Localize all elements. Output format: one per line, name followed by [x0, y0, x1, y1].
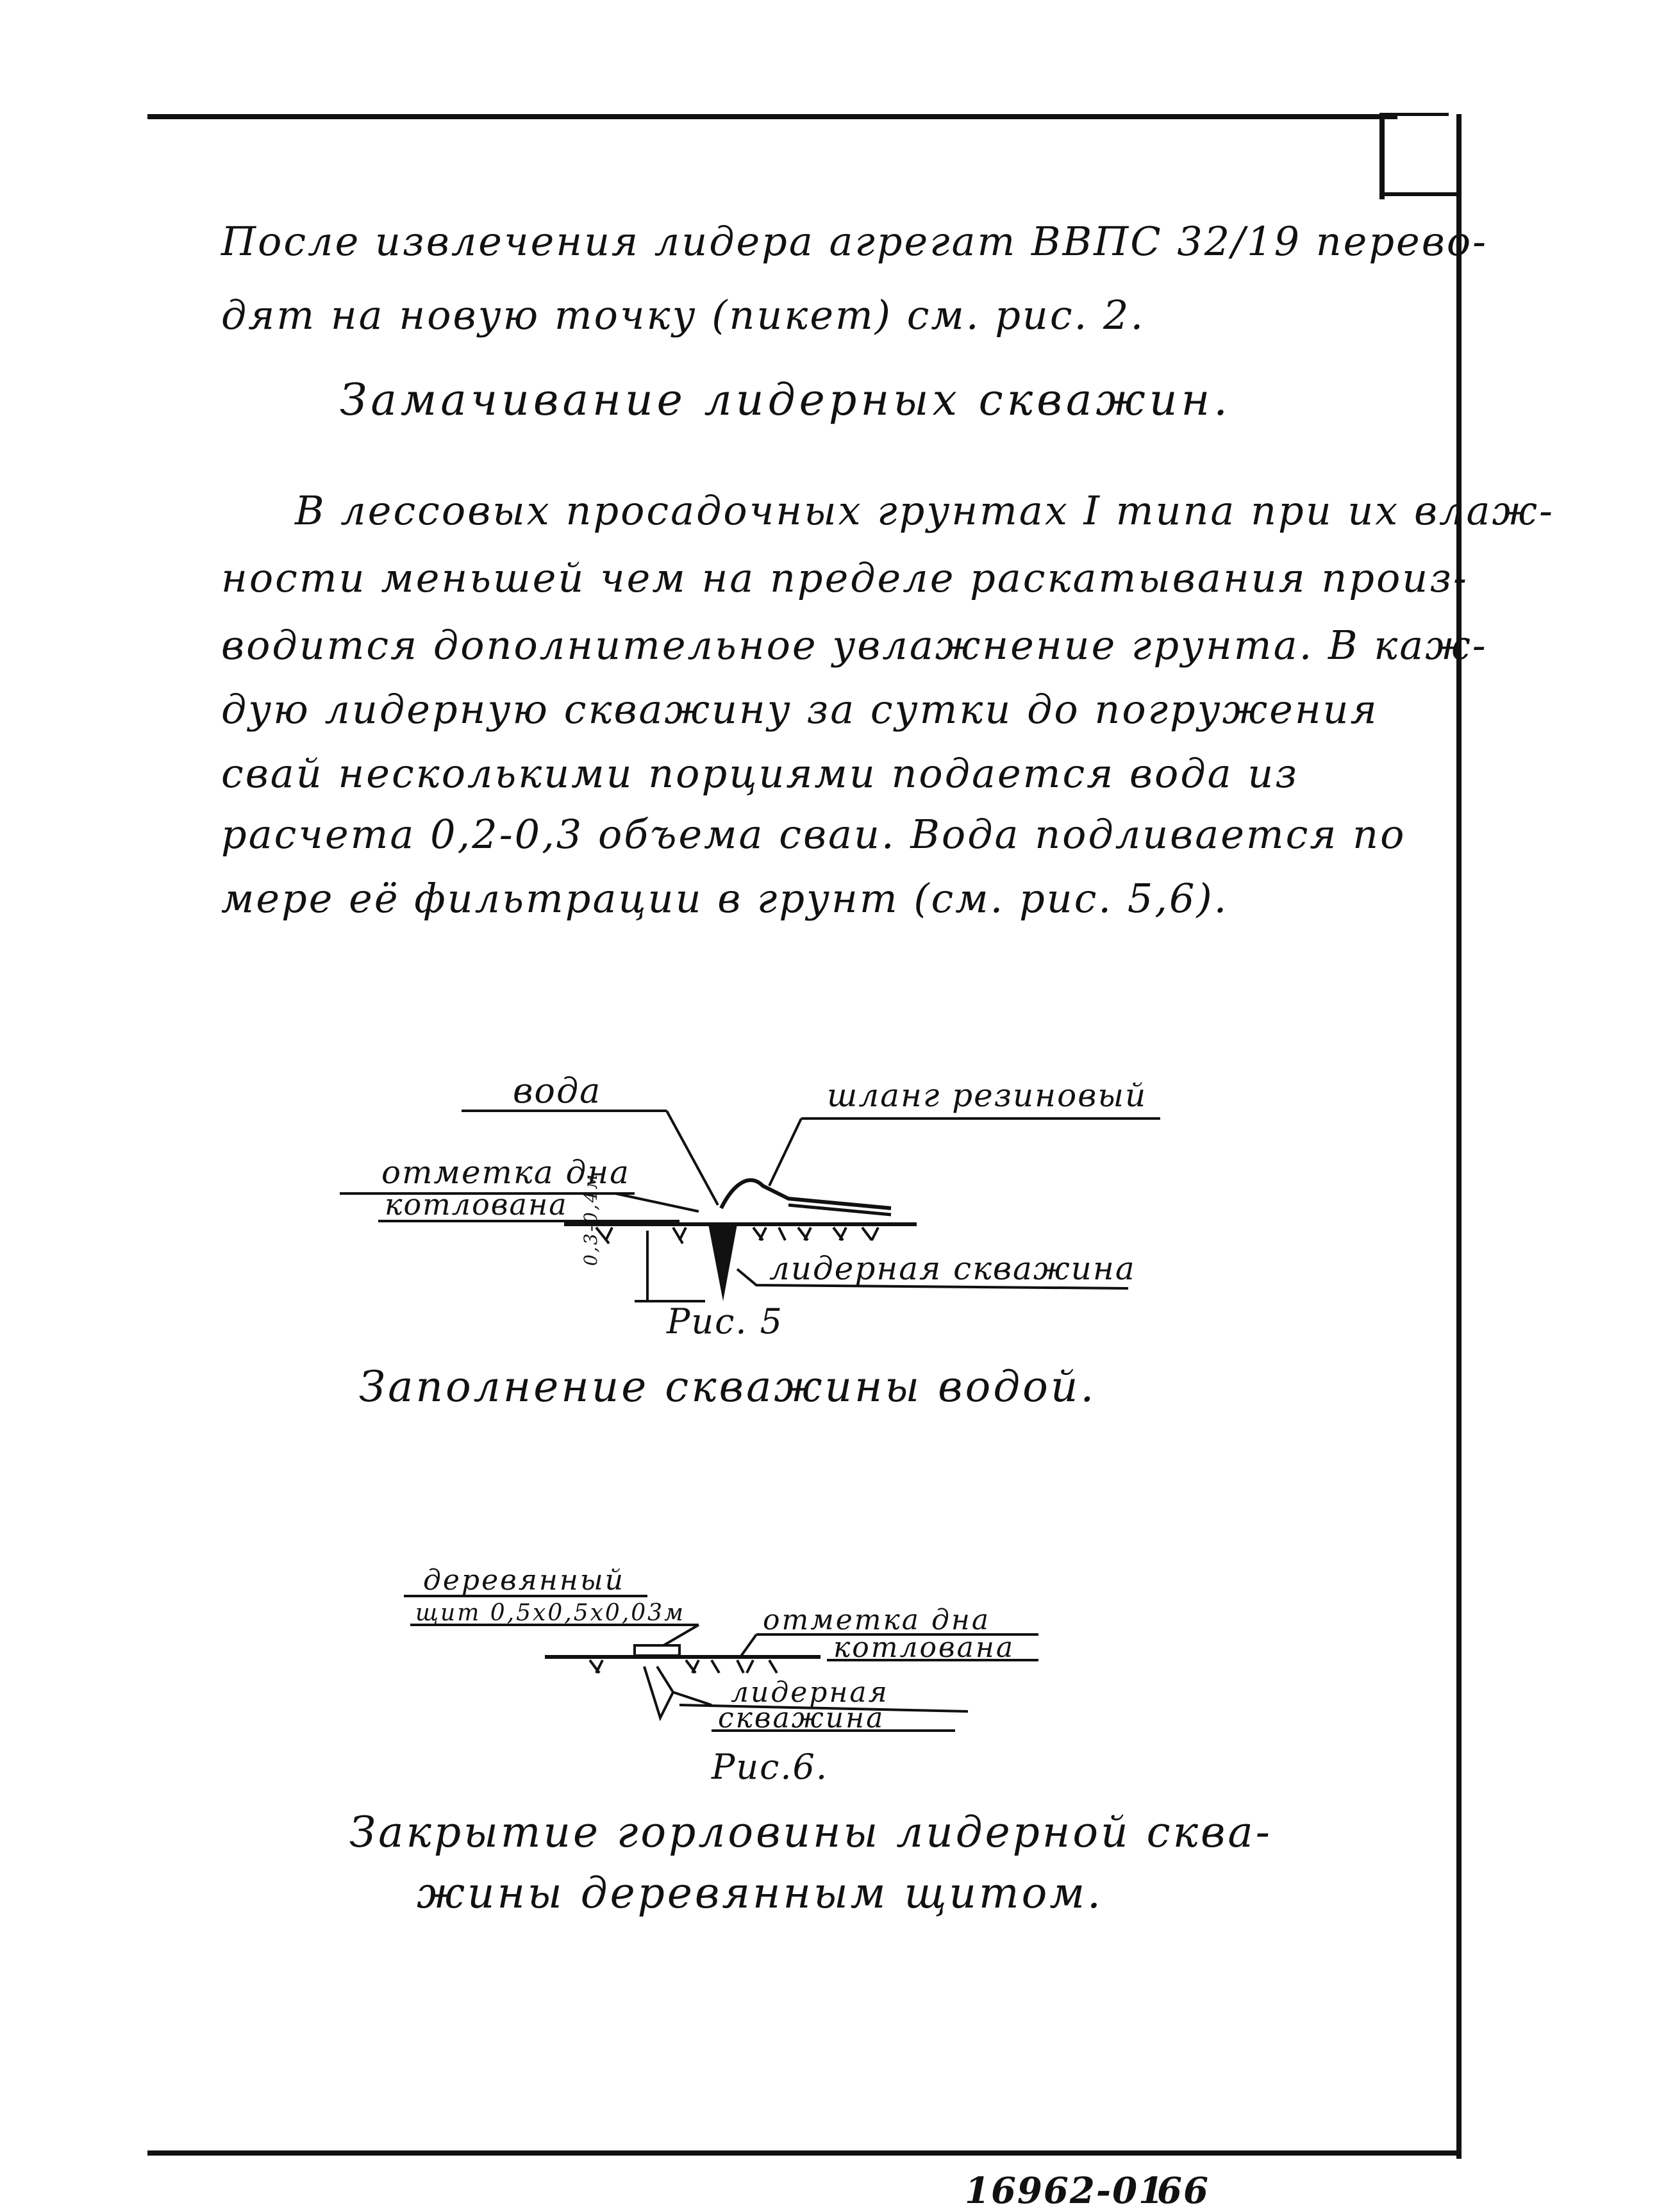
- fig6-mark-leader: [740, 1634, 756, 1657]
- section-heading: Замачивание лидерных скважин.: [340, 375, 1231, 426]
- paragraph-2-line-1: В лессовых просадочных грунтах I типа при их влаж-: [295, 487, 1554, 534]
- document-code: 16962-01: [965, 2170, 1165, 2212]
- fig5-label-water: вода: [513, 1070, 602, 1111]
- fig6-label-mark-1: отметка дна: [763, 1604, 991, 1636]
- paragraph-2-line-4: дую лидерную скважину за сутки до погружения: [221, 686, 1379, 733]
- fig6-well-shape: [644, 1667, 673, 1718]
- fig6-caption-line-1: Закрытие горловины лидерной сква-: [349, 1808, 1273, 1857]
- fig5-label-mark-1: отметка дна: [381, 1154, 630, 1191]
- paragraph-1-line-2: дят на новую точку (пикет) см. рис. 2.: [221, 292, 1145, 338]
- fig5-label-depth: 0,3-0,4м: [580, 1172, 601, 1266]
- paragraph-1-line-1: После извлечения лидера агрегат ВВПС 32/19 перево-: [221, 218, 1488, 265]
- paragraph-2-line-2: ности меньшей чем на пределе раскатывания произ-: [221, 554, 1469, 601]
- fig6-well-leader: [673, 1692, 712, 1705]
- fig6-label-shield-2: щит 0,5х0,5х0,03м: [415, 1600, 685, 1626]
- fig5-caption: Заполнение скважины водой.: [359, 1362, 1097, 1411]
- fig5-label-hose: шланг резиновый: [827, 1077, 1147, 1114]
- fig6-number: Рис.6.: [712, 1747, 829, 1787]
- fig5-label-mark-2: котлована: [385, 1187, 568, 1222]
- fig6-label-well-2: скважина: [718, 1702, 885, 1734]
- fig6-shield-leader: [660, 1625, 699, 1647]
- fig6-label-shield-1: деревянный: [423, 1564, 626, 1597]
- paragraph-2-line-3: водится дополнительное увлажнение грунта. В каж-: [221, 622, 1488, 669]
- fig6-label-well-1: лидерная: [731, 1676, 889, 1709]
- fig6-caption-line-2: жины деревянным щитом.: [417, 1868, 1104, 1918]
- paragraph-2-line-5: свай несколькими порциями подается вода из: [221, 750, 1299, 797]
- page-number: 66: [1157, 2170, 1210, 2212]
- paragraph-2-line-6: расчета 0,2-0,3 объема сваи. Вода подливается по: [221, 811, 1406, 858]
- fig5-number: Рис. 5: [667, 1301, 784, 1342]
- fig6-soil-hatching: [590, 1660, 777, 1673]
- fig6-label-mark-2: котлована: [833, 1631, 1015, 1664]
- fig5-label-well: лидерная скважина: [769, 1250, 1136, 1287]
- paragraph-2-line-7: мере её фильтрации в грунт (см. рис. 5,6).: [221, 875, 1229, 922]
- fig6-wooden-shield: [635, 1645, 679, 1656]
